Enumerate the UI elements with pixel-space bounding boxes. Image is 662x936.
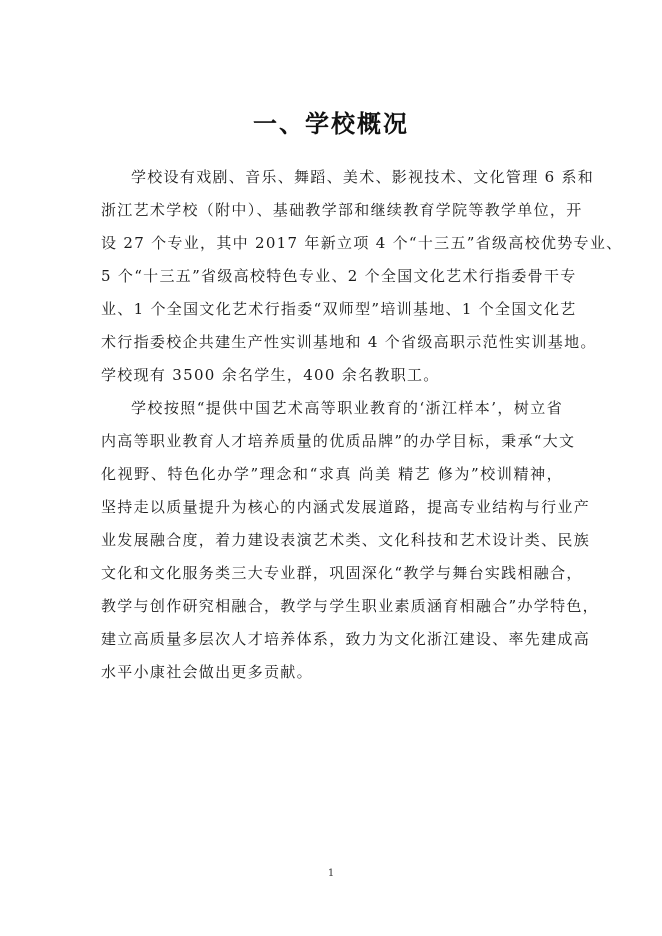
text-line: 学校设有戏剧、音乐、舞蹈、美术、影视技术、文化管理 6 系和 <box>131 168 595 186</box>
text-line: 设 27 个专业，其中 2017 年新立项 4 个“十三五”省级高校优势专业、 <box>101 234 623 252</box>
text-line: 化视野、特色化办学”理念和“求真 尚美 精艺 修为”校训精神， <box>101 465 563 483</box>
text-line: 坚持走以质量提升为核心的内涵式发展道路，提高专业结构与行业产 <box>101 498 591 516</box>
text-line: 术行指委校企共建生产性实训基地和 4 个省级高职示范性实训基地。 <box>101 333 597 351</box>
text-line: 建立高质量多层次人才培养体系，致力为文化浙江建设、率先建成高 <box>101 630 591 648</box>
paragraph-school-goals <box>101 396 599 693</box>
page-number: 1 <box>327 868 335 879</box>
text-line: 学校按照“提供中国艺术高等职业教育的‘浙江样本’，树立省 <box>131 399 563 417</box>
text-line: 学校现有 3500 余名学生，400 余名教职工。 <box>101 366 440 384</box>
text-line: 文化和文化服务类三大专业群，巩固深化“教学与舞台实践相融合， <box>101 564 583 582</box>
text-line: 业发展融合度，着力建设表演艺术类、文化科技和艺术设计类、民族 <box>101 531 591 549</box>
text-line: 业、1 个全国文化艺术行指委“双师型”培训基地、1 个全国文化艺 <box>101 300 577 318</box>
text-line: 内高等职业教育人才培养质量的优质品牌”的办学目标，秉承“大文 <box>101 432 576 450</box>
document-body <box>101 165 623 693</box>
text-line: 5 个“十三五”省级高校特色专业、2 个全国文化艺术行指委骨干专 <box>101 267 577 285</box>
paragraph-school-overview <box>101 165 623 396</box>
text-line: 浙江艺术学校（附中）、基础教学部和继续教育学院等教学单位，开 <box>101 201 583 219</box>
text-line: 水平小康社会做出更多贡献。 <box>101 663 313 681</box>
section-title: 一、学校概况 <box>253 110 409 138</box>
text-line: 教学与创作研究相融合，教学与学生职业素质涵育相融合”办学特色， <box>101 597 599 615</box>
